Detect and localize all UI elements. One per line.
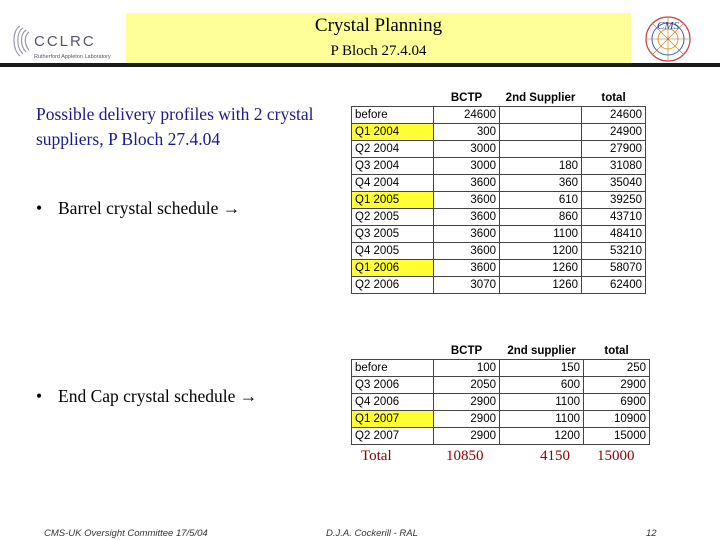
cell-bctp: 3070 bbox=[434, 277, 500, 294]
totals-second-supplier: 4150 bbox=[540, 448, 570, 464]
cell-second-supplier: 1200 bbox=[500, 428, 584, 445]
row-label: Q1 2006 bbox=[352, 260, 434, 277]
cell-total: 2900 bbox=[584, 377, 650, 394]
cell-bctp: 2900 bbox=[434, 411, 500, 428]
cell-total: 6900 bbox=[584, 394, 650, 411]
bullet-dot: • bbox=[36, 198, 43, 218]
slide-title: Crystal Planning bbox=[314, 15, 443, 36]
table-row bbox=[352, 411, 650, 428]
slide-subtitle: P Bloch 27.4.04 bbox=[330, 43, 427, 59]
table-row bbox=[352, 260, 646, 277]
table-row bbox=[352, 226, 646, 243]
table-header-corner bbox=[352, 343, 434, 360]
table-row bbox=[352, 175, 646, 192]
row-label: Q1 2007 bbox=[352, 411, 434, 428]
cell-total: 48410 bbox=[582, 226, 646, 243]
table-header-corner bbox=[352, 90, 434, 107]
cell-second-supplier: 610 bbox=[500, 192, 582, 209]
cell-second-supplier: 600 bbox=[500, 377, 584, 394]
barrel-bullet bbox=[36, 198, 240, 219]
cclrc-logo bbox=[8, 20, 118, 64]
cell-total: 39250 bbox=[582, 192, 646, 209]
cms-logo bbox=[640, 13, 696, 63]
bullet-dot: • bbox=[36, 386, 43, 406]
endcap-bullet bbox=[36, 386, 257, 407]
page-number: 12 bbox=[646, 528, 657, 539]
table-row bbox=[352, 277, 646, 294]
table-header-row bbox=[352, 343, 650, 360]
table-row bbox=[352, 158, 646, 175]
table-row bbox=[352, 141, 646, 158]
cell-bctp: 3600 bbox=[434, 260, 500, 277]
table-row bbox=[352, 107, 646, 124]
cell-second-supplier: 1260 bbox=[500, 277, 582, 294]
cell-total: 62400 bbox=[582, 277, 646, 294]
cms-logo-icon bbox=[640, 13, 696, 63]
row-label: Q4 2004 bbox=[352, 175, 434, 192]
cell-second-supplier: 1100 bbox=[500, 411, 584, 428]
barrel-table-body bbox=[352, 107, 646, 294]
table-row bbox=[352, 124, 646, 141]
cell-bctp: 3600 bbox=[434, 192, 500, 209]
cell-bctp: 2900 bbox=[434, 428, 500, 445]
table-row bbox=[352, 428, 650, 445]
col-header-second-supplier: 2nd Supplier bbox=[505, 92, 576, 104]
cell-second-supplier: 1100 bbox=[500, 226, 582, 243]
cell-total: 250 bbox=[584, 360, 650, 377]
cell-total: 15000 bbox=[584, 428, 650, 445]
barrel-schedule-table bbox=[351, 90, 646, 294]
table-row bbox=[352, 243, 646, 260]
cell-second-supplier bbox=[500, 107, 582, 124]
footer-left: CMS-UK Oversight Committee 17/5/04 bbox=[44, 528, 208, 539]
table-row bbox=[352, 209, 646, 226]
cell-bctp: 100 bbox=[434, 360, 500, 377]
cell-second-supplier: 360 bbox=[500, 175, 582, 192]
cell-bctp: 3600 bbox=[434, 226, 500, 243]
row-label: Q2 2007 bbox=[352, 428, 434, 445]
col-header-total: total bbox=[604, 345, 629, 357]
cell-total: 31080 bbox=[582, 158, 646, 175]
cell-bctp: 3000 bbox=[434, 158, 500, 175]
cell-total: 10900 bbox=[584, 411, 650, 428]
footer-center: D.J.A. Cockerill - RAL bbox=[326, 528, 418, 539]
col-header-bctp: BCTP bbox=[450, 92, 483, 104]
col-header-total: total bbox=[601, 92, 626, 104]
row-label: Q2 2005 bbox=[352, 209, 434, 226]
table-header-row bbox=[352, 90, 646, 107]
endcap-bullet-text: End Cap crystal schedule → bbox=[58, 386, 258, 406]
table-row bbox=[352, 377, 650, 394]
cell-total: 43710 bbox=[582, 209, 646, 226]
cell-total: 27900 bbox=[582, 141, 646, 158]
cell-total: 58070 bbox=[582, 260, 646, 277]
cell-bctp: 3600 bbox=[434, 175, 500, 192]
totals-label: Total bbox=[361, 448, 392, 464]
row-label: Q3 2005 bbox=[352, 226, 434, 243]
logo-left-subtext: Rutherford Appleton Laboratory bbox=[34, 54, 111, 60]
cclrc-logo-icon bbox=[8, 20, 118, 64]
cell-total: 24900 bbox=[582, 124, 646, 141]
row-label: Q3 2004 bbox=[352, 158, 434, 175]
row-label: Q4 2005 bbox=[352, 243, 434, 260]
row-label: Q1 2005 bbox=[352, 192, 434, 209]
row-label: before bbox=[352, 107, 434, 124]
cell-total: 35040 bbox=[582, 175, 646, 192]
intro-text: Possible delivery profiles with 2 crystal suppliers, P Bloch 27.4.04 bbox=[36, 104, 314, 149]
table-row bbox=[352, 394, 650, 411]
cell-second-supplier bbox=[500, 124, 582, 141]
cell-total: 24600 bbox=[582, 107, 646, 124]
row-label: Q1 2004 bbox=[352, 124, 434, 141]
col-header-second-supplier: 2nd supplier bbox=[507, 345, 576, 357]
cell-second-supplier: 180 bbox=[500, 158, 582, 175]
cell-second-supplier: 1260 bbox=[500, 260, 582, 277]
cell-second-supplier: 1200 bbox=[500, 243, 582, 260]
endcap-schedule-table bbox=[351, 343, 650, 445]
table-row bbox=[352, 192, 646, 209]
cell-second-supplier: 1100 bbox=[500, 394, 584, 411]
endcap-table-body bbox=[352, 360, 650, 445]
cell-second-supplier bbox=[500, 141, 582, 158]
table-row bbox=[352, 360, 650, 377]
totals-total: 15000 bbox=[597, 448, 635, 464]
cell-bctp: 24600 bbox=[434, 107, 500, 124]
totals-bctp: 10850 bbox=[446, 448, 484, 464]
logo-left-text: CCLRC bbox=[34, 33, 96, 50]
logo-right-text: CMS bbox=[657, 20, 679, 32]
cell-bctp: 300 bbox=[434, 124, 500, 141]
col-header-bctp: BCTP bbox=[450, 345, 483, 357]
cell-second-supplier: 860 bbox=[500, 209, 582, 226]
cell-total: 53210 bbox=[582, 243, 646, 260]
cell-bctp: 2050 bbox=[434, 377, 500, 394]
cell-bctp: 2900 bbox=[434, 394, 500, 411]
row-label: Q3 2006 bbox=[352, 377, 434, 394]
cell-bctp: 3600 bbox=[434, 209, 500, 226]
cell-bctp: 3600 bbox=[434, 243, 500, 260]
row-label: Q2 2004 bbox=[352, 141, 434, 158]
row-label: before bbox=[352, 360, 434, 377]
row-label: Q4 2006 bbox=[352, 394, 434, 411]
row-label: Q2 2006 bbox=[352, 277, 434, 294]
cell-second-supplier: 150 bbox=[500, 360, 584, 377]
barrel-bullet-text: Barrel crystal schedule → bbox=[58, 198, 241, 218]
cell-bctp: 3000 bbox=[434, 141, 500, 158]
